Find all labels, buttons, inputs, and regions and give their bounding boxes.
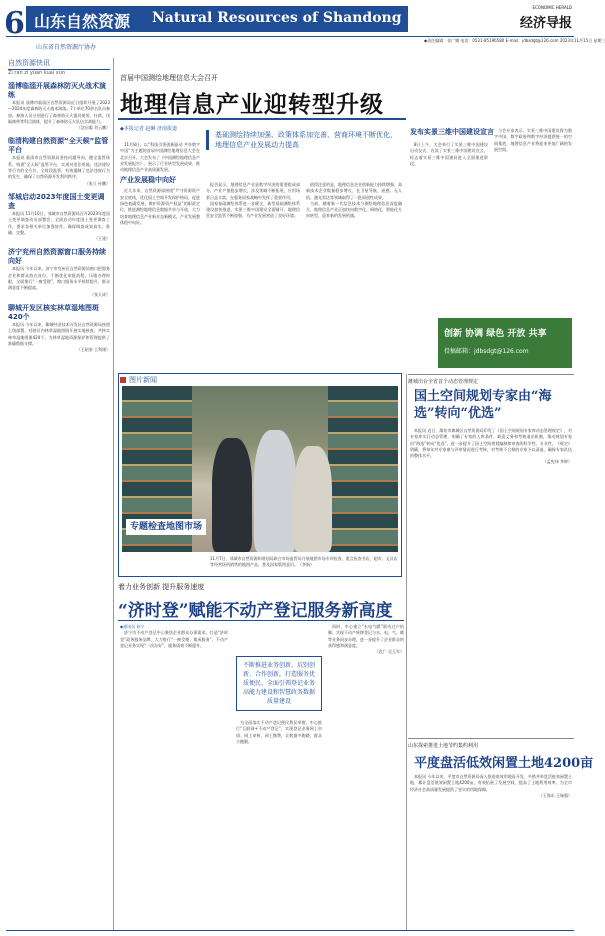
lead-deck: [206, 130, 402, 150]
masthead-meta: ◆责任编辑：张广娜 电话：0531-85196580 E-mail：jdbsdgt@126.com 2023年11月15日 星期三: [424, 38, 605, 43]
promo-email: 投稿邮箱：jdbsdgt@126.com: [444, 348, 529, 355]
brief-item[interactable]: [8, 193, 110, 242]
pingdu-kicker: 山东探索推进土地节约集约利用: [408, 743, 479, 749]
brief-byline: （张立 孙鹏）: [84, 180, 110, 186]
pingdu-byline: （王海东 王瑞强）: [538, 792, 572, 798]
brief-item[interactable]: [8, 304, 110, 353]
photo-caption-title: 专题检查地图市场: [126, 519, 206, 535]
pingdu-paragraph: 本报讯 今年以来，平度市自然资源局深入推进低效用地再开发，多措并举盘活低效闲置土地，累计盘活低效闲置土地4200亩，有效拓展了发展空间，提高了土地利用效率，为全市经济社会高质量发展提供了坚实的用地保障。: [410, 774, 572, 792]
right-paragraph: 与会专家表示，实景三维中国建设将为数字中国、数字政府和数字经济提供统一的空间基底，地理信息产业将迎来更加广阔的发展空间。: [494, 128, 572, 152]
person-figure: [294, 446, 332, 552]
story2-byline: （段广 吴玉军）: [374, 649, 404, 655]
right-text-1: [410, 142, 488, 314]
brief-title: 济宁兖州自然资源窗口服务持续向好: [8, 248, 106, 266]
story2-paragraph: 同时，中心建立“水电气暖”联动过户机制，实现不动产转移登记与水、电、气、暖等业务同步办理，进一步提升了企业群众的获得感和满意度。: [328, 624, 404, 648]
lead-deck-text: 基础测绘持续加强、政策体系加完善、营商环境不断优化，地理信息产业发展动力提高: [215, 131, 397, 149]
story2-paragraph: 济宁市不动产登记中心聚焦企业群众办事需求，打造“济时登”政务服务品牌，大力推行“一窗受理、集成服务”，不动产登记业务实现“一次办好”，服务质效不断提升。: [120, 630, 228, 648]
photo-caption: 11月7日，邹城市自然资源和规划局联合市场监管局开展地图市场专项检查，重点检查书店、超市、文具店等经营场所销售的地图产品，普及国家版图意识。（李航）: [210, 556, 398, 567]
story2-column-3: [328, 624, 404, 926]
bookshelf: [328, 386, 398, 552]
section-title: 山东自然资源: [34, 12, 131, 31]
brief-body: 本报讯 临清市自然资源局坚持问题导向，健全监管体系，构建“全天候”监管平台，实现对违法用地、违法建设等行为的全方位、全时段监管，有效遏制了违法违规行为的发生，确保了自然资源开发利用秩序。: [8, 155, 110, 180]
column-divider: [113, 58, 114, 930]
right-text-2: [494, 128, 572, 314]
right-paragraph: 8日上午，大会举行了实景三维中国建设启动仪式，宣读了实景三维中国建设宣言，标志着实景三维中国建设进入全面推进阶段。: [410, 142, 488, 166]
lead-paragraph: 11月8日，以“科技引领创新驱动 共享数字中国”为主题的首届中国测绘地理信息大会在北京召开。大会发布了《中国测绘地理信息产业发展报告》，展示了行业转型发展成果，推动地理信息产业高质量发展。: [120, 142, 200, 173]
masthead: [0, 0, 605, 54]
weicheng-paragraph: 本报讯 近日，潍坊市潍城区自然资源局印发了《国土空间规划专家库动态管理规定》，对专家库实行动态管理，明确了专家的入库条件、职责义务和考核退出机制，推动规划专家由“海选”转向“优选”，进一步提升了国土空间规划编制和审查的科学性、专业性。《规定》明确，将每年对专家参与评审情况进行考核，对考核不合格的专家予以清退，确保专家队伍的整体水平。: [410, 428, 572, 459]
brief-title: 临清构建自然资源“全天候”监管平台: [8, 137, 109, 155]
headline-rule: [118, 620, 404, 621]
lead-reporter: ◆本报记者 赵琳 济南报道: [120, 126, 178, 132]
briefs-heading-pinyin: Zi ran zi yuan kuai xun: [8, 70, 66, 76]
lead-paragraph: 值得注意的是，地理信息企业创新能力持续增强，高新技术企业数量稳步增长，在卫星导航、遥感、无人机、激光雷达等领域取得了一批原创性成果。: [306, 182, 402, 200]
story2-headline[interactable]: “济时登”赋能不动产登记服务新高度: [118, 601, 393, 621]
paper-name: 经济导报: [519, 16, 572, 31]
brief-title: 邹城启动2023年度国土变更调查: [8, 192, 105, 210]
story2-column-1: [120, 624, 228, 926]
story2-reporter: ◆通讯员 孙宁: [120, 624, 145, 629]
person-figure: [212, 438, 252, 552]
brief-body: 本报讯 今年以来，聊城经济技术开发区自然资源局按照上级部署，对辖区内林草湿地图斑开展实地核查，共核实林草湿地图斑420个，为林草湿地资源保护和管理提供了准确数据支撑。: [8, 321, 110, 346]
weicheng-byline: （孟宪伟 李婷）: [542, 459, 572, 465]
headline-rule: [118, 118, 406, 120]
section-title-en: Natural Resources of Shandong: [152, 10, 402, 26]
brief-body: 本报讯 淄博市临淄区自然资源局近日组织开展了2023—2024年度森林防灭火战术演练。7个单位70余名队员参加。参演人员分别进行了森林防灭火器具使用、扑救、伐隔离带等科目演练，提升了森林防灭火队伍实战能力。: [8, 100, 110, 124]
brief-title: 淄博临淄开展森林防灭火战术演练: [8, 82, 106, 99]
lead-paragraph: 近几年来，自然资源部围绕“严守资源资产安全底线，优化国土空间开发保护格局，促进绿色低碳发展，维护资源资产权益”的职责定位，推进测绘地理信息数据共享与开放，大力培育地理信息产业新业态新模式，产业发展整体稳中向好。: [120, 188, 200, 225]
pingdu-headline[interactable]: 平度盘活低效闲置土地4200亩: [414, 756, 594, 771]
brief-byline: （沈启聪 刘云鹏）: [76, 125, 110, 131]
pull-quote-text: 不断推进业务创新、坑别创新、合作创新，打造服务优质便民、全面引领登记业务高能力建设和智慧政务数据质量建设: [242, 662, 315, 705]
lead-column-1: [120, 142, 200, 370]
brief-byline: （王建）: [94, 236, 110, 242]
brief-body: 本报讯 11月10日，邹城市自然资源局召开2023年度国土变更调查动员部署会，全面启动年度国土变更调查工作，要求各相关单位加强协作，确保调查成果真实、准确、完整。: [8, 210, 110, 235]
person-figure: [254, 430, 296, 552]
page-bottom-rule: [6, 930, 574, 931]
divider: [408, 374, 574, 375]
co-organizer: 山东省自然资源厅协办: [36, 44, 97, 51]
story2-paragraph: 为全面落实不动产登记便民利民举措，中心推行“互联网+不动产登记”，实现登记业务网上申请、网上审核、网上缴费，让数据多跑路，群众少跑腿。: [236, 720, 322, 744]
lead-paragraph: 国家基础测绘体系进一步健全，新型基础测绘体系建设加快推进，实景三维中国建设全面铺开，地理信息安全监管不断加强，为产业发展营造了良好环境。: [206, 200, 300, 219]
pull-quote: [236, 656, 322, 711]
weicheng-kicker: 潍城出台全省首个动态管理规定: [408, 379, 479, 385]
news-briefs-column: [8, 58, 110, 930]
brief-item[interactable]: [8, 82, 110, 131]
column-divider: [406, 374, 407, 930]
lead-column-2: [206, 182, 300, 370]
story2-kicker: 着力业务创新 提升服务速度: [118, 583, 205, 591]
brief-item[interactable]: [8, 137, 110, 186]
masthead-rule: [6, 36, 574, 37]
brief-body: 本报讯 今年以来，济宁市兖州区自然资源局窗口把服务企业和群众放在首位，不断优化审批流程，压缩办理时限，全面推行“一窗受理”，窗口服务水平持续提升，群众满意度不断提高。: [8, 266, 110, 291]
paper-name-en: ECONOMIC HERALD: [532, 5, 572, 10]
divider: [408, 738, 574, 739]
right-subhead: 发布实景三维中国建设宣言: [410, 128, 494, 136]
pingdu-body: [410, 774, 572, 926]
weicheng-headline[interactable]: 国土空间规划专家由“海选”转向“优选”: [414, 389, 552, 421]
page-number: 6: [4, 6, 25, 41]
brief-byline: （张天成）: [90, 291, 110, 297]
photo-news-label: 图片新闻: [120, 375, 157, 385]
lead-kicker: 首届中国测绘地理信息大会召开: [120, 74, 218, 82]
brief-item[interactable]: [8, 248, 110, 297]
lead-headline[interactable]: 地理信息产业迎转型升级: [120, 91, 384, 118]
promo-slogan: 创新 协调 绿色 开放 共享: [444, 329, 547, 339]
weicheng-body: [410, 428, 572, 728]
promo-banner[interactable]: [438, 318, 572, 368]
lead-paragraph: 当前，随着新一代信息技术与测绘地理信息深度融合，地理信息产业正加快向数字化、网络化、智能化方向转型，迎来新的发展机遇。: [306, 200, 402, 219]
brief-byline: （王昭奎 王利刚）: [76, 347, 110, 353]
lead-paragraph: 报告显示，地理信息产业是数字经济的重要组成部分，产业产值稳步增长，涉及领域不断拓展，应用场景日益丰富，在服务国家战略中发挥了重要作用。: [206, 182, 300, 200]
lead-subhead: 产业发展稳中向好: [120, 176, 176, 185]
story2-column-2: [236, 720, 322, 926]
briefs-heading: 自然资源快讯: [8, 58, 110, 70]
brief-title: 聊城开发区核实林草湿地图斑420个: [8, 303, 99, 321]
lead-column-3: [306, 182, 402, 370]
